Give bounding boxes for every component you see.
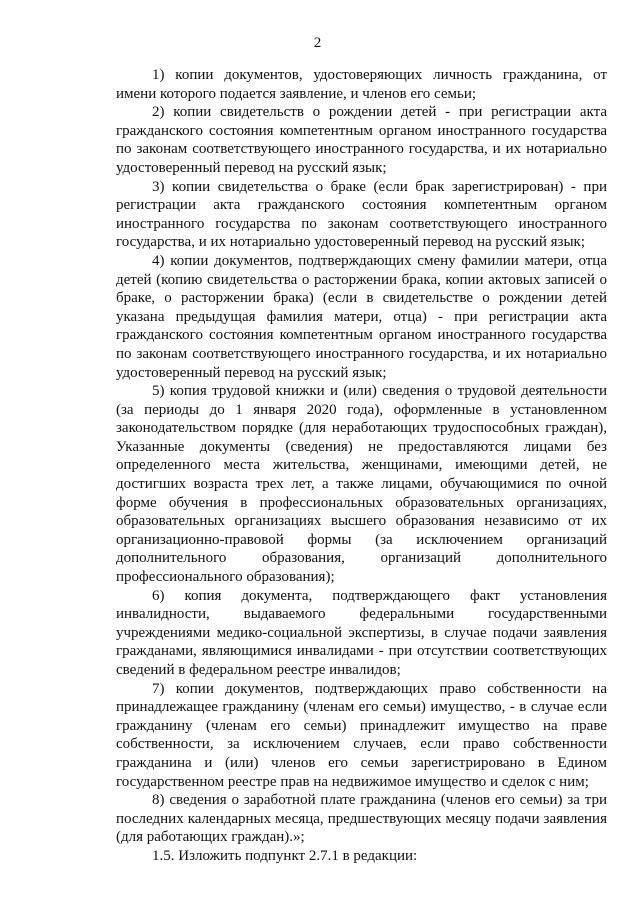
list-item-4: 4) копии документов, подтверждающих смену фамилии матери, отца детей (копию свидетельства о расторжении брака, копии актовых записей о браке, о расторжении брака) (если в свидетельстве о рождении детей указана предыдущая фамилия матери, отца) - при регистрации акта гражданского состояния компетентным органом иностранного государства по законам соответствующего иностранного государства, и их нотариально удостоверенный перевод на русский язык;	[116, 252, 607, 381]
list-item-1: 1) копии документов, удостоверяющих личность гражданина, от имени которого подается заявление, и членов его семьи;	[116, 67, 607, 102]
document-body	[116, 66, 607, 866]
page-number: 2	[313, 35, 322, 51]
list-item-7: 7) копии документов, подтверждающих право собственности на принадлежащее гражданину (членам его семьи) имущество, - в случае если гражданину (членам его семьи) принадлежит имущество на праве собственности, за исключением случаев, если право собственности гражданина и (или) членов его семьи зарегистрировано в Едином государственном реестре прав на недвижимое имущество и сделок с ним;	[116, 680, 607, 790]
clause-1-5: 1.5. Изложить подпункт 2.7.1 в редакции:	[152, 847, 418, 864]
list-item-8: 8) сведения о заработной плате гражданина (членов его семьи) за три последних календарных месяца, предшествующих месяцу подачи заявления (для работающих граждан).»;	[116, 792, 607, 846]
list-item-6: 6) копия документа, подтверждающего факт установления инвалидности, выдаваемого федеральными государственными учреждениями медико-социальной экспертизы, в случае подачи заявления гражданами, являющимися инвалидами - при отсутствии соответствующих сведений в федеральном реестре инвалидов;	[116, 587, 607, 678]
list-item-5: 5) копия трудовой книжки и (или) сведения о трудовой деятельности (за периоды до 1 января 2020 года), оформленные в установленном законодательством порядке (для неработающих трудоспособных граждан), Указанные документы (сведения) не предоставляются лицами без определенного места жительства, женщинами, имеющими детей, не достигших возраста трех лет, а также лицами, обучающимися по очной форме обучения в профессиональных образовательных организациях, образовательных организациях высшего образования независимо от их организационно-правовой формы (за исключением организаций дополнительного образования, организаций дополнительного профессионального образования);	[116, 383, 607, 586]
list-item-3: 3) копии свидетельства о браке (если брак зарегистрирован) - при регистрации акта гражданского состояния компетентным органом иностранного государства по законам соответствующего иностранного государства, и их нотариально удостоверенный перевод на русский язык;	[116, 178, 607, 251]
list-item-2: 2) копии свидетельств о рождении детей - при регистрации акта гражданского состояния компетентным органом иностранного государства по законам соответствующего иностранного государства, и их нотариально удостоверенный перевод на русский язык;	[116, 104, 607, 176]
